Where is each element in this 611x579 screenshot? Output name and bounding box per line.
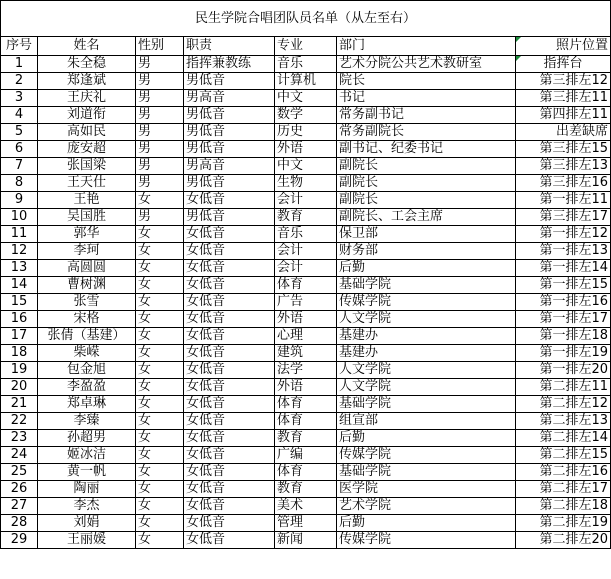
cell-major: 体育 (275, 396, 337, 413)
cell-dept: 常务副书记 (337, 107, 516, 124)
table-row (1, 226, 611, 243)
cell-gender: 女 (136, 396, 184, 413)
cell-role: 女低音 (184, 481, 275, 498)
cell-name: 高如民 (38, 124, 136, 141)
cell-name: 张国梁 (38, 158, 136, 175)
cell-dept: 后勤 (337, 260, 516, 277)
cell-num: 13 (1, 260, 38, 277)
cell-role: 指挥兼教练 (184, 56, 275, 73)
cell-gender: 女 (136, 277, 184, 294)
cell-dept: 保卫部 (337, 226, 516, 243)
cell-name: 高圆圆 (38, 260, 136, 277)
cell-name: 王丽媛 (38, 532, 136, 549)
table-row (1, 379, 611, 396)
cell-num: 1 (1, 56, 38, 73)
header-role: 职责 (184, 37, 275, 56)
table-row (1, 328, 611, 345)
table-row (1, 294, 611, 311)
cell-photo: 第三排左16 (516, 175, 611, 192)
cell-photo: 第一排左17 (516, 311, 611, 328)
cell-photo: 第二排左13 (516, 413, 611, 430)
table-row (1, 90, 611, 107)
cell-num: 16 (1, 311, 38, 328)
cell-major: 数学 (275, 107, 337, 124)
cell-major: 体育 (275, 413, 337, 430)
cell-name: 郑卓琳 (38, 396, 136, 413)
table-row (1, 141, 611, 158)
cell-dept: 副院长 (337, 192, 516, 209)
cell-dept: 后勤 (337, 430, 516, 447)
cell-major: 新闻 (275, 532, 337, 549)
cell-photo: 第二排左14 (516, 430, 611, 447)
cell-major: 教育 (275, 430, 337, 447)
cell-dept: 基础学院 (337, 277, 516, 294)
cell-num: 2 (1, 73, 38, 90)
cell-role: 女低音 (184, 328, 275, 345)
cell-num: 11 (1, 226, 38, 243)
cell-role: 女低音 (184, 396, 275, 413)
cell-major: 管理 (275, 515, 337, 532)
cell-name: 庞安超 (38, 141, 136, 158)
cell-major: 生物 (275, 175, 337, 192)
cell-role: 男高音 (184, 158, 275, 175)
cell-major: 音乐 (275, 56, 337, 73)
cell-num: 23 (1, 430, 38, 447)
cell-role: 女低音 (184, 192, 275, 209)
cell-dept: 传媒学院 (337, 447, 516, 464)
table-row (1, 192, 611, 209)
cell-role: 女低音 (184, 447, 275, 464)
table-row (1, 209, 611, 226)
cell-major: 法学 (275, 362, 337, 379)
cell-major: 中文 (275, 90, 337, 107)
cell-gender: 女 (136, 430, 184, 447)
cell-photo: 第二排左18 (516, 498, 611, 515)
cell-num: 17 (1, 328, 38, 345)
cell-major: 心理 (275, 328, 337, 345)
cell-name: 李臻 (38, 413, 136, 430)
title-row (1, 1, 611, 37)
cell-name: 姬冰洁 (38, 447, 136, 464)
cell-major: 会计 (275, 260, 337, 277)
cell-num: 21 (1, 396, 38, 413)
cell-num: 18 (1, 345, 38, 362)
cell-gender: 男 (136, 73, 184, 90)
cell-role: 女低音 (184, 498, 275, 515)
cell-dept: 艺术学院 (337, 498, 516, 515)
cell-photo: 第四排左11 (516, 107, 611, 124)
cell-role: 男低音 (184, 175, 275, 192)
cell-gender: 女 (136, 515, 184, 532)
cell-major: 美术 (275, 498, 337, 515)
cell-photo: 第一排左18 (516, 328, 611, 345)
cell-role: 女低音 (184, 243, 275, 260)
cell-gender: 男 (136, 158, 184, 175)
cell-num: 14 (1, 277, 38, 294)
cell-dept: 副院长 (337, 175, 516, 192)
cell-num: 28 (1, 515, 38, 532)
table-row (1, 345, 611, 362)
header-name: 姓名 (38, 37, 136, 56)
cell-photo: 第二排左12 (516, 396, 611, 413)
cell-major: 会计 (275, 243, 337, 260)
cell-name: 李珂 (38, 243, 136, 260)
cell-name: 王天仕 (38, 175, 136, 192)
cell-num: 6 (1, 141, 38, 158)
cell-dept: 基建办 (337, 345, 516, 362)
cell-name: 柴嵘 (38, 345, 136, 362)
table-row (1, 396, 611, 413)
cell-photo: 第一排左11 (516, 192, 611, 209)
cell-name: 朱全稳 (38, 56, 136, 73)
table-row (1, 515, 611, 532)
table-row (1, 175, 611, 192)
cell-role: 女低音 (184, 260, 275, 277)
cell-dept: 传媒学院 (337, 294, 516, 311)
cell-major: 建筑 (275, 345, 337, 362)
cell-dept: 艺术分院公共艺术教研室 (337, 56, 516, 73)
cell-role: 男低音 (184, 209, 275, 226)
cell-name: 郭华 (38, 226, 136, 243)
table-row (1, 430, 611, 447)
table-row (1, 362, 611, 379)
table-row (1, 243, 611, 260)
cell-num: 7 (1, 158, 38, 175)
cell-photo: 第二排左17 (516, 481, 611, 498)
cell-photo: 第二排左19 (516, 515, 611, 532)
cell-num: 15 (1, 294, 38, 311)
cell-role: 男低音 (184, 124, 275, 141)
cell-gender: 女 (136, 311, 184, 328)
cell-major: 教育 (275, 481, 337, 498)
cell-role: 女低音 (184, 515, 275, 532)
cell-gender: 女 (136, 379, 184, 396)
cell-photo: 第一排左12 (516, 226, 611, 243)
cell-major: 广告 (275, 294, 337, 311)
cell-dept: 院长 (337, 73, 516, 90)
cell-dept: 人文学院 (337, 311, 516, 328)
cell-name: 王艳 (38, 192, 136, 209)
cell-dept: 组宣部 (337, 413, 516, 430)
cell-role: 女低音 (184, 413, 275, 430)
cell-role: 女低音 (184, 311, 275, 328)
cell-photo: 第三排左11 (516, 90, 611, 107)
cell-role: 男高音 (184, 90, 275, 107)
cell-name: 郑逢斌 (38, 73, 136, 90)
cell-dept: 传媒学院 (337, 532, 516, 549)
cell-name: 王庆礼 (38, 90, 136, 107)
cell-photo: 第一排左19 (516, 345, 611, 362)
table-row (1, 56, 611, 73)
table-row (1, 447, 611, 464)
cell-gender: 女 (136, 413, 184, 430)
table-row (1, 481, 611, 498)
cell-num: 8 (1, 175, 38, 192)
header-dept: 部门 (337, 37, 516, 56)
cell-gender: 女 (136, 192, 184, 209)
cell-dept: 人文学院 (337, 379, 516, 396)
cell-photo: 第三排左15 (516, 141, 611, 158)
cell-name: 刘道衔 (38, 107, 136, 124)
table-row (1, 498, 611, 515)
table-row (1, 464, 611, 481)
cell-gender: 男 (136, 90, 184, 107)
cell-photo: 第二排左16 (516, 464, 611, 481)
cell-dept: 书记 (337, 90, 516, 107)
cell-role: 男低音 (184, 141, 275, 158)
cell-name: 宋格 (38, 311, 136, 328)
cell-role: 女低音 (184, 294, 275, 311)
cell-num: 12 (1, 243, 38, 260)
cell-name: 孙超男 (38, 430, 136, 447)
cell-num: 9 (1, 192, 38, 209)
cell-dept: 医学院 (337, 481, 516, 498)
cell-num: 24 (1, 447, 38, 464)
header-gender: 性别 (136, 37, 184, 56)
cell-dept: 后勤 (337, 515, 516, 532)
cell-dept: 副院长 (337, 158, 516, 175)
cell-dept: 常务副院长 (337, 124, 516, 141)
cell-major: 体育 (275, 277, 337, 294)
cell-major: 计算机 (275, 73, 337, 90)
cell-role: 女低音 (184, 226, 275, 243)
cell-major: 会计 (275, 192, 337, 209)
cell-photo: 第二排左20 (516, 532, 611, 549)
cell-num: 22 (1, 413, 38, 430)
table-row (1, 107, 611, 124)
cell-name: 陶丽 (38, 481, 136, 498)
cell-num: 26 (1, 481, 38, 498)
cell-gender: 女 (136, 328, 184, 345)
cell-name: 刘娟 (38, 515, 136, 532)
cell-major: 音乐 (275, 226, 337, 243)
cell-gender: 女 (136, 226, 184, 243)
cell-major: 外语 (275, 379, 337, 396)
cell-photo: 第一排左13 (516, 243, 611, 260)
cell-role: 女低音 (184, 277, 275, 294)
cell-gender: 女 (136, 464, 184, 481)
cell-dept: 副院长、工会主席 (337, 209, 516, 226)
cell-gender: 女 (136, 294, 184, 311)
cell-name: 黄一帆 (38, 464, 136, 481)
cell-gender: 女 (136, 362, 184, 379)
cell-gender: 男 (136, 175, 184, 192)
sheet-title: 民生学院合唱团队员名单（从左至右） (1, 1, 611, 37)
cell-gender: 女 (136, 345, 184, 362)
cell-num: 3 (1, 90, 38, 107)
cell-major: 外语 (275, 141, 337, 158)
cell-gender: 男 (136, 107, 184, 124)
cell-name: 吴国胜 (38, 209, 136, 226)
cell-dept: 副书记、纪委书记 (337, 141, 516, 158)
cell-gender: 女 (136, 447, 184, 464)
cell-gender: 男 (136, 56, 184, 73)
cell-role: 女低音 (184, 345, 275, 362)
header-row (1, 37, 611, 56)
table-row (1, 260, 611, 277)
header-major: 专业 (275, 37, 337, 56)
cell-num: 4 (1, 107, 38, 124)
cell-gender: 女 (136, 481, 184, 498)
cell-gender: 女 (136, 260, 184, 277)
cell-num: 19 (1, 362, 38, 379)
cell-gender: 女 (136, 532, 184, 549)
cell-photo: 第一排左16 (516, 294, 611, 311)
table-row (1, 311, 611, 328)
cell-role: 女低音 (184, 430, 275, 447)
cell-name: 李盈盈 (38, 379, 136, 396)
cell-role: 女低音 (184, 532, 275, 549)
cell-name: 张雪 (38, 294, 136, 311)
cell-gender: 男 (136, 209, 184, 226)
cell-major: 教育 (275, 209, 337, 226)
cell-major: 广编 (275, 447, 337, 464)
table-row (1, 124, 611, 141)
cell-gender: 女 (136, 243, 184, 260)
cell-major: 历史 (275, 124, 337, 141)
cell-name: 包金旭 (38, 362, 136, 379)
cell-photo: 第二排左15 (516, 447, 611, 464)
cell-dept: 基础学院 (337, 464, 516, 481)
header-photo: 照片位置 (516, 37, 611, 56)
cell-name: 李杰 (38, 498, 136, 515)
cell-gender: 男 (136, 124, 184, 141)
cell-name: 曹树渊 (38, 277, 136, 294)
cell-gender: 男 (136, 141, 184, 158)
cell-num: 25 (1, 464, 38, 481)
cell-major: 中文 (275, 158, 337, 175)
cell-num: 27 (1, 498, 38, 515)
header-num: 序号 (1, 37, 38, 56)
cell-dept: 财务部 (337, 243, 516, 260)
cell-role: 男低音 (184, 73, 275, 90)
cell-gender: 女 (136, 498, 184, 515)
cell-photo: 第三排左12 (516, 73, 611, 90)
cell-photo: 第二排左11 (516, 379, 611, 396)
cell-photo: 第一排左14 (516, 260, 611, 277)
cell-major: 外语 (275, 311, 337, 328)
cell-major: 体育 (275, 464, 337, 481)
cell-role: 女低音 (184, 464, 275, 481)
cell-photo: 第三排左17 (516, 209, 611, 226)
cell-num: 10 (1, 209, 38, 226)
table-row (1, 413, 611, 430)
cell-photo: 出差缺席 (516, 124, 611, 141)
cell-photo: 第一排左20 (516, 362, 611, 379)
cell-dept: 基建办 (337, 328, 516, 345)
cell-role: 男低音 (184, 107, 275, 124)
cell-num: 20 (1, 379, 38, 396)
table-row (1, 277, 611, 294)
cell-photo: 第一排左15 (516, 277, 611, 294)
cell-dept: 人文学院 (337, 362, 516, 379)
cell-role: 女低音 (184, 362, 275, 379)
cell-num: 29 (1, 532, 38, 549)
cell-dept: 基础学院 (337, 396, 516, 413)
table-row (1, 158, 611, 175)
cell-photo: 指挥台 (516, 56, 611, 73)
cell-role: 女低音 (184, 379, 275, 396)
cell-num: 5 (1, 124, 38, 141)
cell-photo: 第三排左13 (516, 158, 611, 175)
table-row (1, 532, 611, 549)
cell-name: 张倩（基建） (38, 328, 136, 345)
table-row (1, 73, 611, 90)
